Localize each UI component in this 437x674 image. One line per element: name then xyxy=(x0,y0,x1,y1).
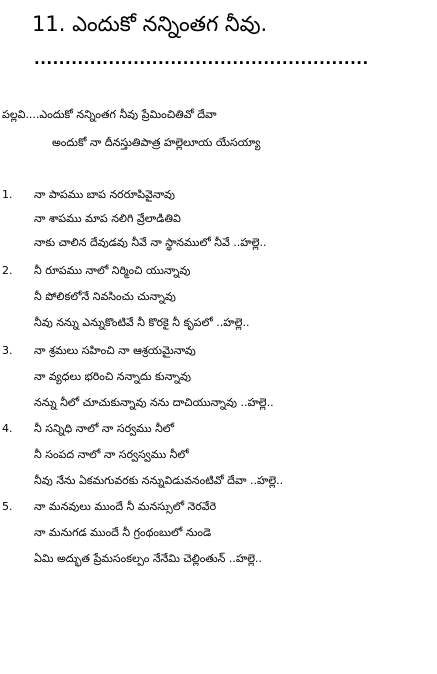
stanza-number: 5. xyxy=(2,500,13,513)
stanza-line: నీ పోలికలోనే నివసించు చున్నావు xyxy=(34,290,176,303)
stanza-line: నా వ్యధలు భరించి నన్నాదు కున్నావు xyxy=(34,370,192,383)
stanza-number: 1. xyxy=(2,188,13,201)
stanza-line: నాకు చాలిన దేవుడవు నీవే నా స్థానములో నీవే ..హల్లె.. xyxy=(34,236,267,249)
dotted-separator: ...................................................... xyxy=(34,50,369,68)
stanza-line: నీ సంపద నాలో నా సర్వస్వము నీలో xyxy=(34,448,189,461)
stanza-line: నా శాపము మాప నలిగి వ్రేలాడితివి xyxy=(34,212,181,225)
stanza-line: ఏమి అద్భుత ప్రేమసంకల్పం నేనేమి చెల్లింతున్ ..హల్లె.. xyxy=(34,552,263,565)
stanza-line: నా పాపము బాప నరరూపివైనావు xyxy=(34,188,175,201)
stanza-line: నీవు నన్ను ఎన్నుకొంటివే నీ కొరకై నీ కృపలో ..హల్లె.. xyxy=(34,316,250,329)
song-title: 11. ఎందుకో నన్నింతగ నీవు. xyxy=(32,12,268,36)
stanza-line: నా శ్రమలు సహించి నా ఆశ్రయమైనావు xyxy=(34,344,196,357)
stanza-line: నన్ను నీలో చూచుకున్నావు నను దాచియున్నావు ..హల్లె.. xyxy=(34,396,274,409)
pallavi-line-2: అందుకో నా దీనస్తుతిపాత్ర హల్లెలూయ యేసయ్యా xyxy=(52,136,261,149)
stanza-line: నీ రూపము నాలో నిర్మించి యున్నావు xyxy=(34,264,191,277)
stanza-line: నీవు నేను ఏకమగువరకు నన్నువిడువనంటివో దేవా ..హల్లె.. xyxy=(34,474,284,487)
stanza-line: నా మనుగడ ముందే నీ గ్రంథంబులో నుండె xyxy=(34,526,212,539)
pallavi-line-1: పల్లవి....ఎందుకో నన్నింతగ నీవు ప్రేమించితివో దేవా xyxy=(2,108,217,121)
stanza-number: 2. xyxy=(2,264,13,277)
stanza-number: 3. xyxy=(2,344,13,357)
stanza-line: నీ సన్నిధి నాలో నా సర్వము నీలో xyxy=(34,422,175,435)
stanza-number: 4. xyxy=(2,422,13,435)
stanza-line: నా మనవులు ముందే నీ మనస్సులో నెరవేరె xyxy=(34,500,217,513)
